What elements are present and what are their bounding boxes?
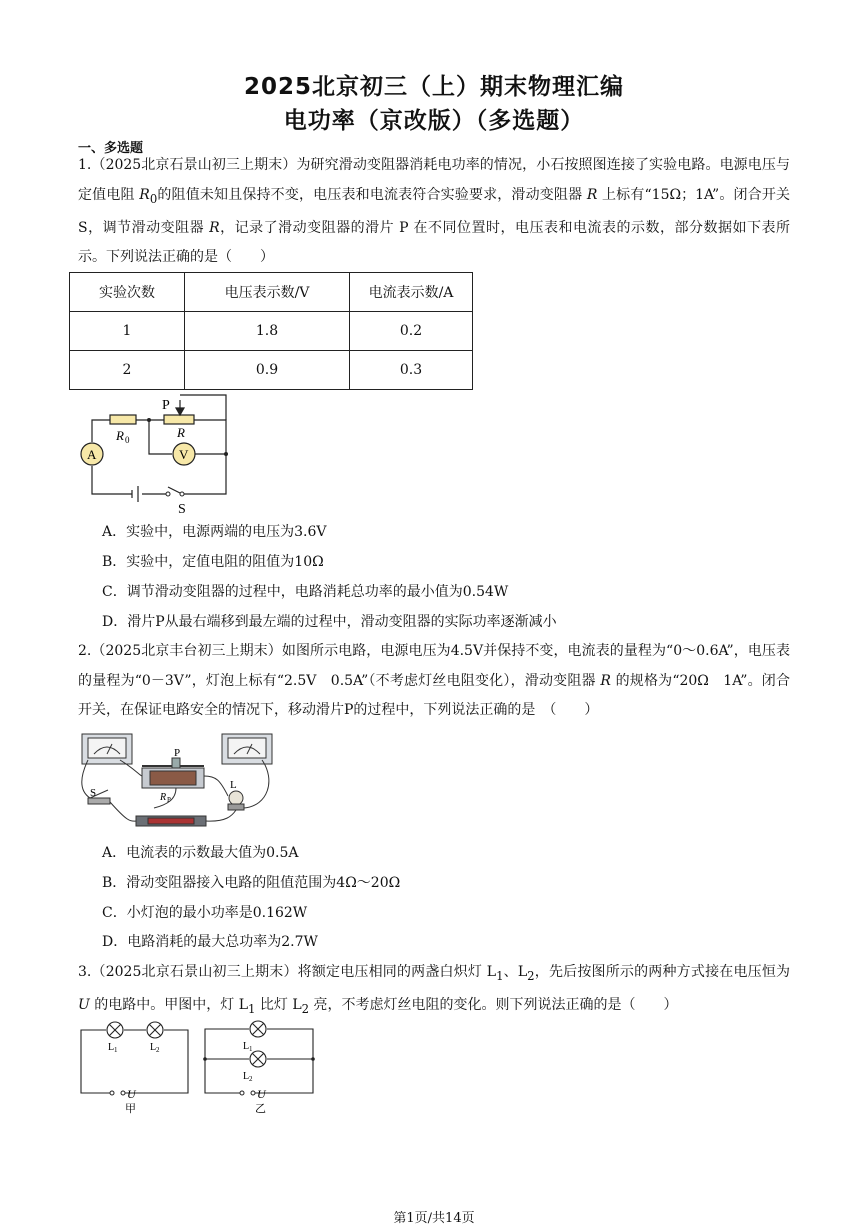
voltmeter-label: V	[179, 447, 189, 462]
fig3b-label-l2-sub: 2	[249, 1075, 253, 1083]
ammeter-label: A	[87, 447, 97, 462]
fig2-label-l: L	[230, 779, 237, 791]
table-header-cell: 实验次数	[70, 273, 185, 312]
q1-option-b: B．实验中，定值电阻的阻值为10Ω	[102, 554, 324, 570]
fig3a-label-l1: L	[108, 1042, 115, 1053]
table-cell: 0.3	[350, 351, 473, 390]
data-table	[69, 272, 473, 390]
table-cell: 2	[70, 351, 185, 390]
fig3b-label-l1-sub: 1	[249, 1045, 253, 1053]
question-2-text: 2.（2025北京丰台初三上期末）如图所示电路，电源电压为4.5V并保持不变，电流表的量程为“0～0.6A”，电压表的量程为“0－3V”，灯泡上标有“2.5V 0.5A”（不考虑灯丝电阻变化），滑动变阻器 R 的规格为“20Ω 1A”。闭合开关，在保证电路安全的情况下，移动滑片P的过程中，下列说法正确的是 （ ）	[78, 643, 790, 718]
q2-option-b: B．滑动变阻器接入电路的阻值范围为4Ω～20Ω	[102, 875, 401, 891]
page-title: 2025北京初三（上）期末物理汇编	[243, 74, 624, 100]
fig3b-caption: 乙	[255, 1103, 266, 1115]
fig1-label-r0: R	[116, 428, 124, 443]
fig3a-label-l1-sub: 1	[114, 1046, 118, 1054]
section-heading: 一、多选题	[78, 141, 144, 156]
table-cell: 0.9	[185, 351, 350, 390]
apparatus-diagram	[76, 730, 286, 835]
fig2-label-r-sub: P	[167, 796, 171, 804]
q1-option-c: C．调节滑动变阻器的过程中，电路消耗总功率的最小值为0.54W	[102, 584, 509, 600]
page-subtitle: 电功率（京改版）（多选题）	[283, 108, 585, 134]
fig3b-label-u: U	[257, 1087, 266, 1101]
q1-option-a: A．实验中，电源两端的电压为3.6V	[102, 524, 327, 540]
q1-option-d: D．滑片P从最右端移到最左端的过程中，滑动变阻器的实际功率逐渐减小	[102, 614, 557, 630]
table-header-cell: 电流表示数/A	[350, 273, 473, 312]
table-cell: 0.2	[350, 312, 473, 351]
table-cell: 1.8	[185, 312, 350, 351]
table-cell: 1	[70, 312, 185, 351]
fig1-label-r0-sub: 0	[125, 435, 130, 445]
fig3a-label-u: U	[127, 1087, 136, 1101]
fig1-label-r: R	[177, 425, 185, 440]
q2-option-d: D．电路消耗的最大总功率为2.7W	[102, 934, 318, 950]
fig3a-label-l2: L	[150, 1042, 157, 1053]
question-3-text: 3.（2025北京石景山初三上期末）将额定电压相同的两盏白炽灯 $L_1$、$L_2$，先后按图所示的两种方式接在电压恒为 U 的电路中。甲图中，灯 $L_1$ 比灯 $L_2$ 亮，不考虑灯丝电阻的变化。则下列说法正确的是（ ）	[78, 964, 791, 1017]
q2-option-c: C．小灯泡的最小功率是0.162W	[102, 905, 308, 921]
table-header-row	[70, 273, 473, 312]
circuit-diagram-1	[76, 390, 246, 515]
fig2-label-p: P	[174, 747, 181, 759]
circuit-diagram-3	[76, 1015, 321, 1115]
fig3b-label-l2: L	[243, 1071, 250, 1082]
fig3b-label-l1: L	[243, 1041, 250, 1052]
table-header-cell: 电压表示数/V	[185, 273, 350, 312]
fig3a-caption: 甲	[125, 1103, 136, 1115]
fig2-label-s: S	[90, 787, 97, 799]
fig3a-label-l2-sub: 2	[156, 1046, 160, 1054]
fig2-label-r: R	[160, 792, 167, 803]
table-row	[70, 312, 473, 351]
fig1-label-p: P	[162, 398, 170, 413]
q2-option-a: A．电流表的示数最大值为0.5A	[102, 845, 299, 861]
table-row	[70, 351, 473, 390]
question-1-text: 1.（2025北京石景山初三上期末）为研究滑动变阻器消耗电功率的情况，小石按照图连接了实验电路。电源电压与定值电阻 $R_0$的阻值未知且保持不变，电压表和电流表符合实验要求，滑动变阻器 R 上标有“15Ω；1A”。闭合开关 S，调节滑动变阻器 R，记录了滑动变阻器的滑片 P 在不同位置时，电压表和电流表的示数，部分数据如下表所示。下列说法正确的是（ ）	[78, 157, 791, 266]
fig1-label-switch: S	[178, 502, 186, 515]
page-footer: 第1页/共14页	[393, 1211, 475, 1226]
